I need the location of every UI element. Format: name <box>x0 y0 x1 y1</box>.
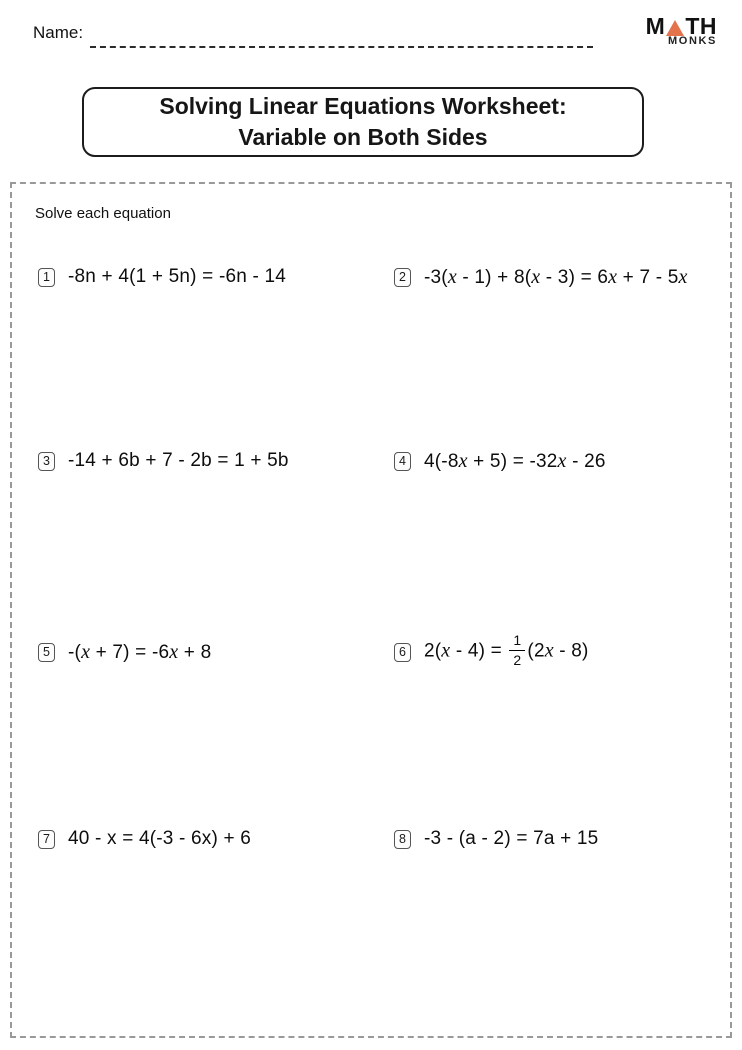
worksheet-title-box <box>82 87 644 157</box>
name-blank-line <box>90 29 593 48</box>
problem-2 <box>394 261 688 293</box>
instruction-text: Solve each equation <box>35 205 171 222</box>
logo-math-text <box>646 15 717 37</box>
problem-7 <box>38 823 251 855</box>
logo-letters-th: TH <box>685 13 717 39</box>
fraction: $\frac{1}{2}$ <box>509 632 525 667</box>
problem-number-badge: 4 <box>394 452 411 471</box>
equation-text: 2(x - 4) = $\frac{1}{2}$ (2x - 8) <box>424 632 589 668</box>
problem-number-badge: 6 <box>394 643 411 662</box>
problem-number-badge: 3 <box>38 452 55 471</box>
problem-4 <box>394 445 606 477</box>
equation-text: -3(x - 1) + 8(x - 3) = 6x + 7 - 5x <box>424 265 688 288</box>
title-line-1: Solving Linear Equations Worksheet: <box>159 93 567 119</box>
equation-text: -8n + 4(1 + 5n) = -6n - 14 <box>68 266 287 287</box>
problem-number-badge: 1 <box>38 268 55 287</box>
equation-text: 40 - x = 4(-3 - 6x) + 6 <box>68 828 252 849</box>
equation-text: -14 + 6b + 7 - 2b = 1 + 5b <box>68 450 289 471</box>
equation-text: 4(-8x + 5) = -32x - 26 <box>424 449 606 472</box>
logo-monks-text: MONKS <box>668 35 717 47</box>
math-monks-logo <box>646 15 717 47</box>
problems-panel <box>10 182 732 1038</box>
problem-number-badge: 7 <box>38 830 55 849</box>
logo-letter-m: M <box>645 13 666 39</box>
equation-text: -(x + 7) = -6x + 8 <box>68 640 212 663</box>
name-label: Name: <box>33 23 84 42</box>
problem-1 <box>38 261 286 293</box>
problem-5 <box>38 636 211 668</box>
problem-number-badge: 5 <box>38 643 55 662</box>
problem-6 <box>394 632 589 668</box>
problem-number-badge: 2 <box>394 268 411 287</box>
problem-8 <box>394 823 598 855</box>
title-line-2: Variable on Both Sides <box>238 124 488 150</box>
problem-number-badge: 8 <box>394 830 411 849</box>
problem-3 <box>38 445 289 477</box>
logo-triangle-icon <box>666 20 684 36</box>
equation-text: -3 - (a - 2) = 7a + 15 <box>424 828 599 849</box>
problems-grid <box>12 184 730 1036</box>
